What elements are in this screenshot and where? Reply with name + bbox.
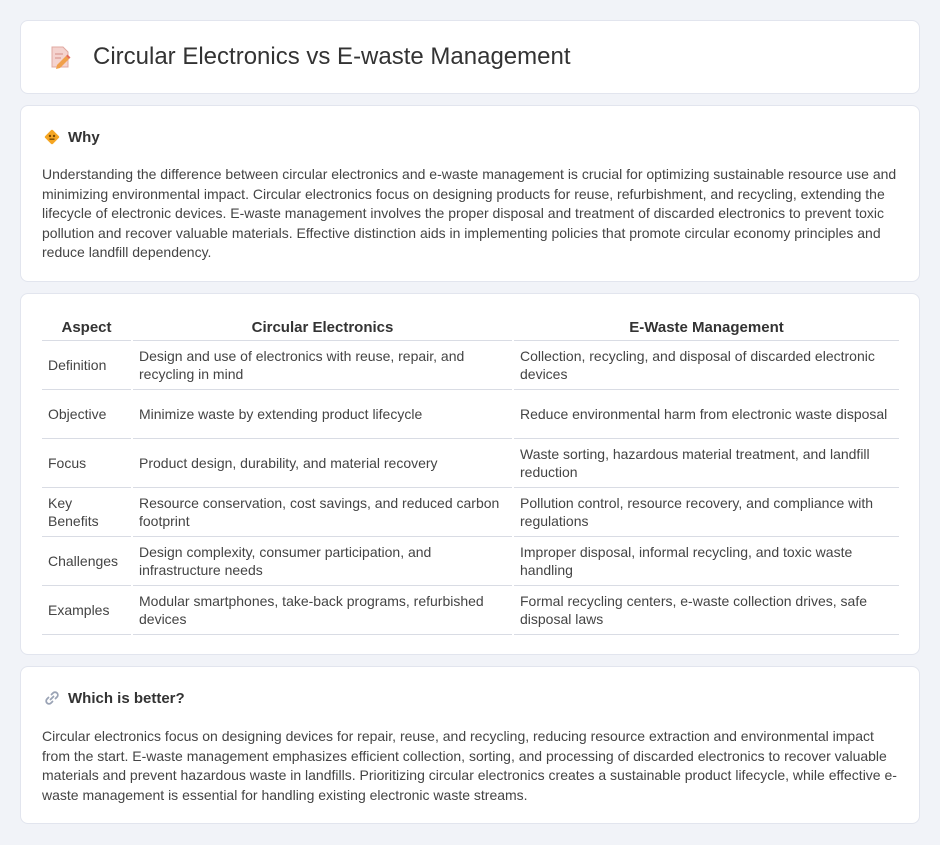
header-e-waste-management: E-Waste Management: [513, 316, 899, 340]
row-circular: Minimize waste by extending product lifecycle: [132, 389, 513, 438]
row-circular: Resource conservation, cost savings, and reduced carbon footprint: [132, 487, 513, 536]
header-aspect: Aspect: [42, 316, 132, 340]
why-heading: Why: [68, 128, 100, 146]
which-is-better-section: [20, 666, 920, 824]
table-header-row: [42, 316, 899, 340]
row-aspect: Challenges: [42, 536, 132, 585]
row-circular: Modular smartphones, take-back programs, refurbished devices: [132, 585, 513, 634]
pencil-document-icon: [47, 44, 73, 70]
table-row: [42, 487, 899, 536]
why-section: [20, 105, 920, 282]
row-aspect: Objective: [42, 389, 132, 438]
row-aspect: Focus: [42, 438, 132, 487]
header-card: [20, 20, 920, 94]
table-row: [42, 585, 899, 634]
diamond-sign-icon: [43, 128, 61, 146]
row-ewaste: Waste sorting, hazardous material treatment, and landfill reduction: [513, 438, 899, 487]
table-row: [42, 389, 899, 438]
row-ewaste: Collection, recycling, and disposal of discarded electronic devices: [513, 340, 899, 389]
header-circular-electronics: Circular Electronics: [132, 316, 513, 340]
row-ewaste: Improper disposal, informal recycling, and toxic waste handling: [513, 536, 899, 585]
comparison-table-card: [20, 293, 920, 655]
row-aspect: Definition: [42, 340, 132, 389]
which-is-better-heading: Which is better?: [68, 689, 185, 707]
table-row: [42, 438, 899, 487]
table-row: [42, 340, 899, 389]
row-aspect: Examples: [42, 585, 132, 634]
table-row: [42, 536, 899, 585]
row-circular: Design and use of electronics with reuse, repair, and recycling in mind: [132, 340, 513, 389]
row-aspect: Key Benefits: [42, 487, 132, 536]
comparison-table: [42, 316, 899, 635]
row-circular: Product design, durability, and material recovery: [132, 438, 513, 487]
row-ewaste: Reduce environmental harm from electronic waste disposal: [513, 389, 899, 438]
which-is-better-text: Circular electronics focus on designing devices for repair, reuse, and recycling, reducing resource extraction and environmental impact from the start. E-waste management emphasizes efficient collection, sorting, and processing of discarded electronics to recover valuable materials and prevent hazardous waste in landfills. Prioritizing circular electronics creates a sustainable product lifecycle, while effective e-waste management is essential for handling existing electronic waste streams.: [42, 728, 897, 803]
row-ewaste: Pollution control, resource recovery, and compliance with regulations: [513, 487, 899, 536]
row-ewaste: Formal recycling centers, e-waste collection drives, safe disposal laws: [513, 585, 899, 634]
page-title: Circular Electronics vs E-waste Management: [93, 43, 571, 70]
row-circular: Design complexity, consumer participation, and infrastructure needs: [132, 536, 513, 585]
why-text: Understanding the difference between circular electronics and e-waste management is crucial for optimizing sustainable resource use and minimizing environmental impact. Circular electronics focus on designing products for reuse, refurbishment, and recycling, extending the lifecycle of electronic devices. E-waste management involves the proper disposal and treatment of discarded electronics to prevent toxic pollution and recover valuable materials. Effective distinction aids in implementing policies that promote circular economy principles and reduce landfill dependency.: [42, 166, 897, 261]
link-icon: [43, 689, 61, 707]
